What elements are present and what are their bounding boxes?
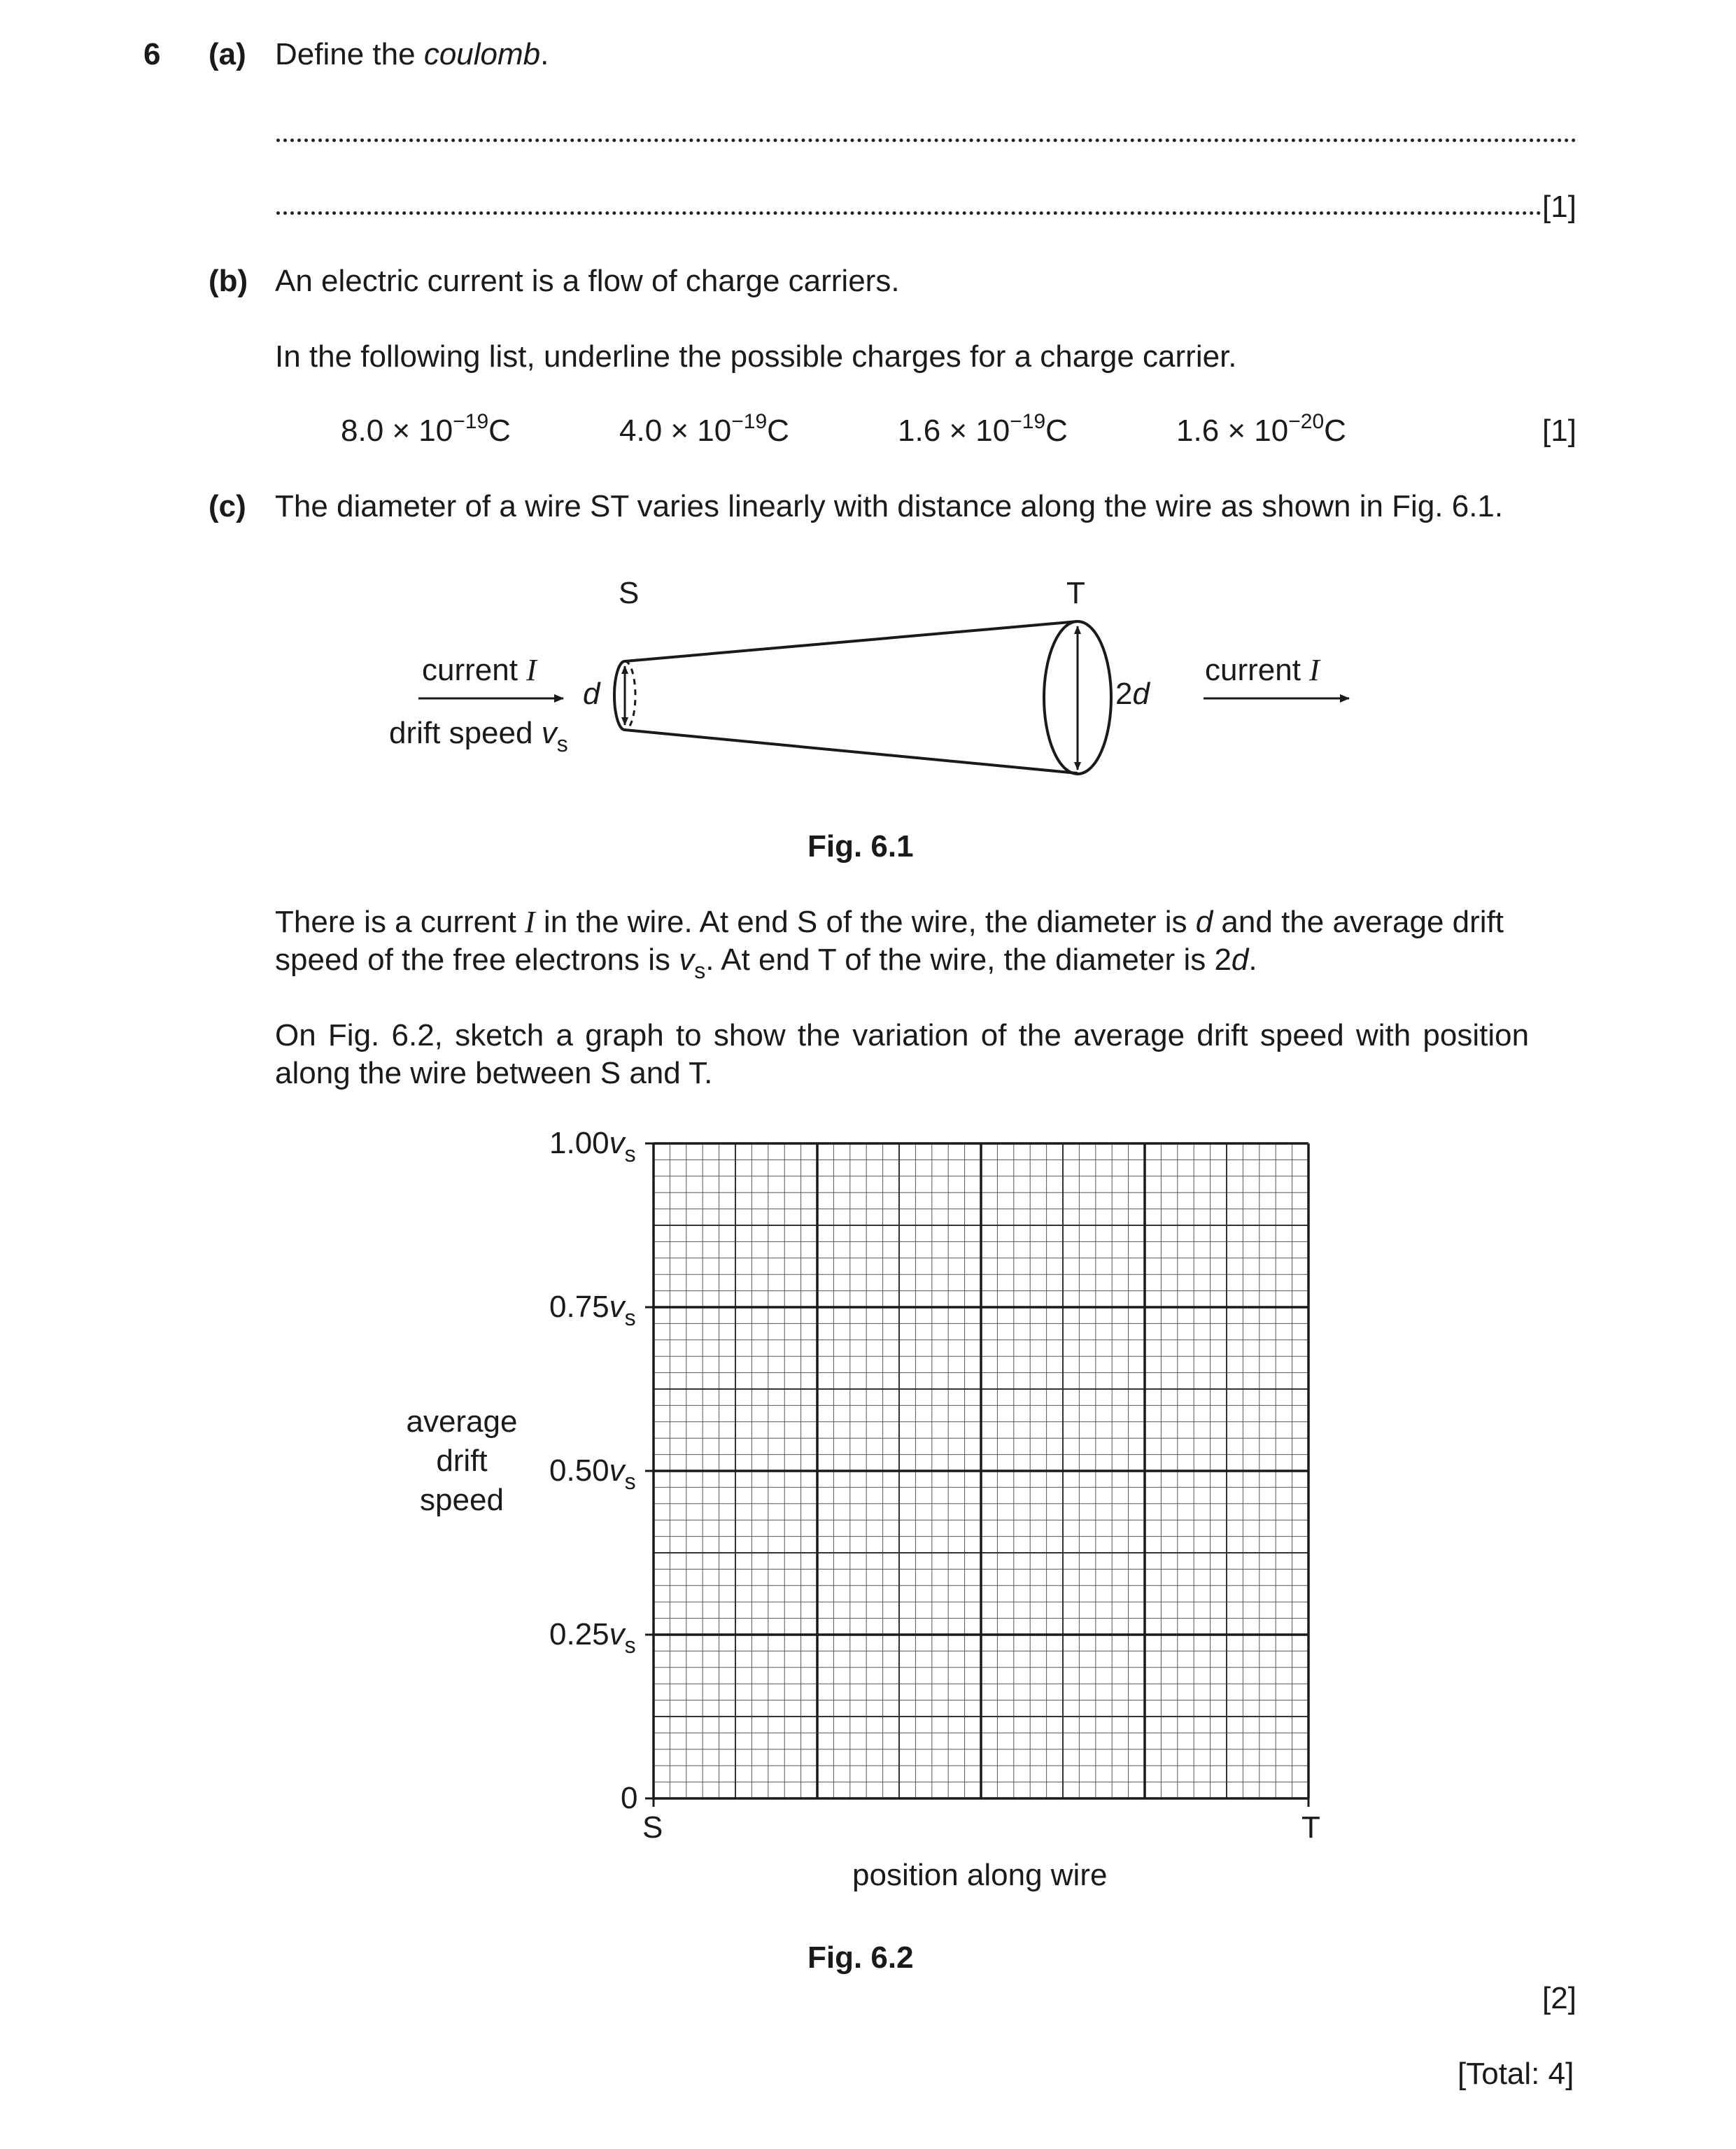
y-tick-label-0-50: $0.50v_s$ bbox=[549, 1453, 636, 1494]
charge-option-1[interactable]: $8.0 \times 10^{-19}C$ bbox=[341, 410, 511, 448]
part-a-marks: [1] bbox=[1542, 190, 1576, 224]
part-b-marks: [1] bbox=[1542, 414, 1576, 448]
y-tick-label-0-75: $0.75v_s$ bbox=[549, 1290, 636, 1330]
part-c-marks: [2] bbox=[1542, 1981, 1576, 2015]
charge-option-2[interactable]: $4.0 \times 10^{-19}C$ bbox=[619, 410, 789, 448]
y-tick-label-0-25: $0.25v_s$ bbox=[549, 1617, 636, 1658]
part-b-label: (b) bbox=[209, 264, 248, 298]
fig-6-2-caption: Fig. 6.2 bbox=[807, 1940, 914, 1975]
y-tick-label-1-00: $1.00v_s$ bbox=[549, 1126, 636, 1167]
x-tick-label-s: S bbox=[642, 1810, 663, 1845]
charge-option-4[interactable]: $1.6 \times 10^{-20}C$ bbox=[1176, 410, 1346, 448]
fig1-label-s: S bbox=[619, 576, 640, 610]
fig1-current-left: current I bbox=[422, 653, 537, 687]
y-axis-ticks bbox=[645, 1143, 1308, 1807]
part-c-para2-line1: On Fig. 6.2, sketch a graph to show the variation of the average drift speed with position bbox=[275, 1018, 1530, 1052]
fig1-label-t: T bbox=[1066, 576, 1085, 610]
part-c-label: (c) bbox=[209, 489, 246, 523]
x-tick-label-t: T bbox=[1301, 1810, 1320, 1845]
fig1-d-label: d bbox=[583, 677, 600, 711]
y-axis-label-line2: drift bbox=[436, 1444, 488, 1478]
y-axis-label-line3: speed bbox=[420, 1483, 504, 1517]
part-c-para1-line2: speed of the free electrons is $v_s$. At end T of the wire, the diameter is 2d. bbox=[275, 943, 1257, 983]
charge-option-3[interactable]: $1.6 \times 10^{-19}C$ bbox=[898, 410, 1068, 448]
part-b-instruction: In the following list, underline the possible charges for a charge carrier. bbox=[275, 339, 1237, 374]
part-c-intro: The diameter of a wire ST varies linearly with distance along the wire as shown in Fig. 6.1. bbox=[275, 489, 1504, 523]
part-c-para1-line1: There is a current I in the wire. At end S of the wire, the diameter is d and the average drift bbox=[275, 905, 1504, 939]
y-axis-label-line1: average bbox=[406, 1404, 518, 1439]
fig1-drift-speed: drift speed $v_s$ bbox=[389, 716, 568, 756]
total-marks: [Total: 4] bbox=[1458, 2057, 1574, 2091]
fig-6-1-caption: Fig. 6.1 bbox=[807, 829, 914, 864]
part-b-intro: An electric current is a flow of charge carriers. bbox=[275, 264, 900, 298]
fig1-2d-label: 2d bbox=[1115, 677, 1150, 711]
x-axis-label: position along wire bbox=[852, 1858, 1108, 1892]
part-a-label: (a) bbox=[209, 37, 246, 71]
y-tick-label-0: 0 bbox=[621, 1781, 638, 1815]
question-number: 6 bbox=[143, 37, 161, 71]
part-a-question: Define the coulomb. bbox=[275, 37, 549, 71]
part-c-para2-line2: along the wire between S and T. bbox=[275, 1056, 713, 1090]
fig1-current-right: current I bbox=[1205, 653, 1320, 687]
